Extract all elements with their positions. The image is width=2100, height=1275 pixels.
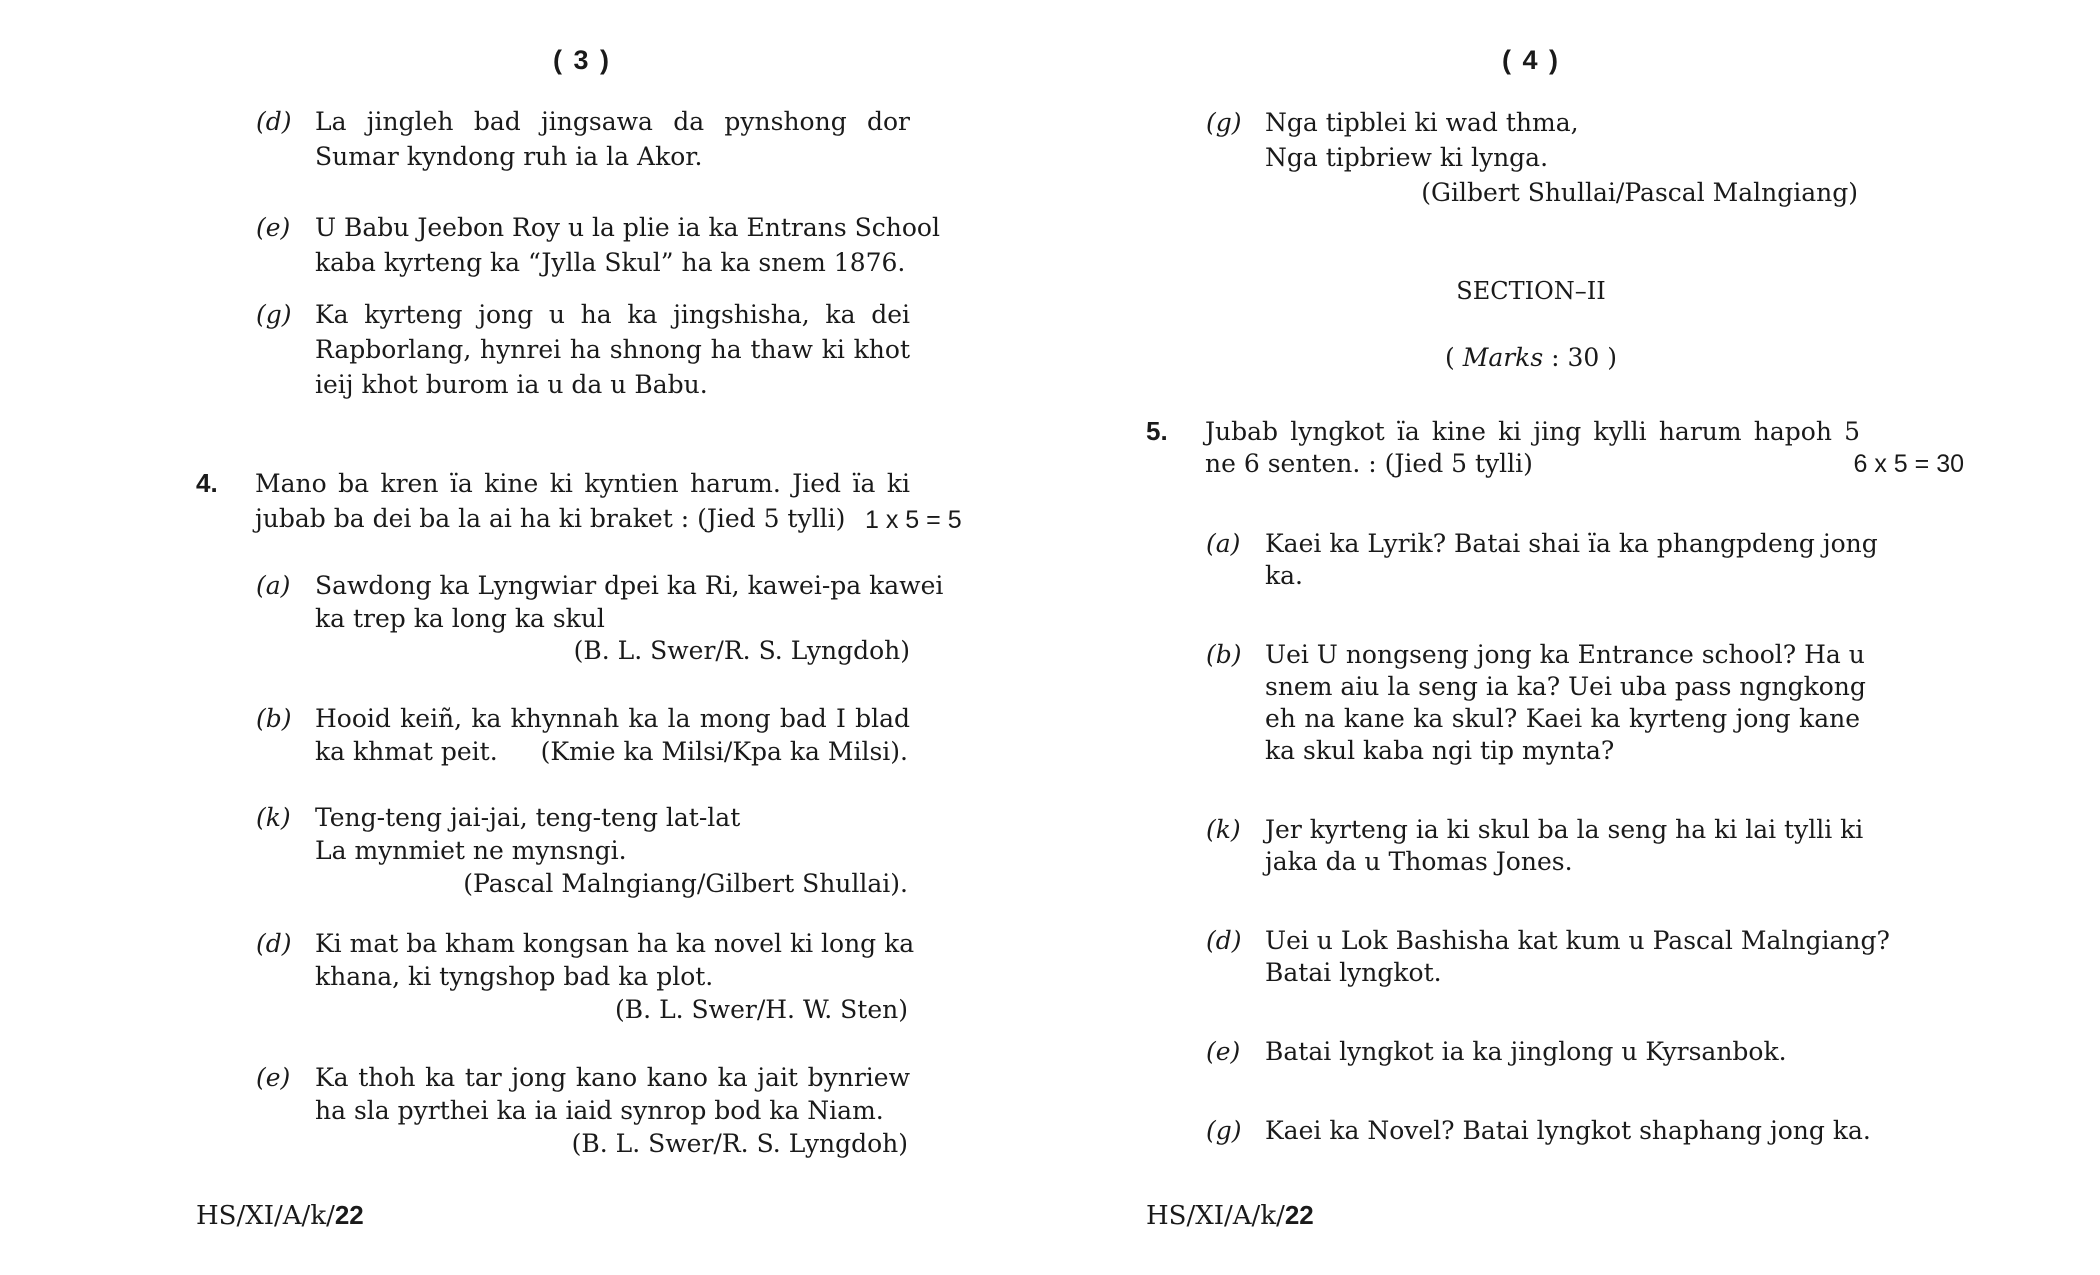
item-text: ka. [1265,561,1304,590]
item-text: Teng-teng jai-jai, teng-teng lat-lat [315,803,741,832]
paper-code-prefix: HS/XI/A/k/ [1146,1201,1285,1231]
section-title: SECTION–II [1456,277,1606,305]
item-label: (e) [256,1063,291,1092]
paper-code-year: 22 [334,1200,364,1230]
item-text: La jingleh bad jingsawa da pynshong dor [315,107,910,136]
page-right [1050,0,2100,1275]
item-source: (Gilbert Shullai/Pascal Malngiang) [1421,178,1858,207]
item-label: (k) [1206,815,1241,844]
item-source: (B. L. Swer/R. S. Lyngdoh) [573,636,910,665]
item-text: Batai lyngkot ia ka jinglong u Kyrsanbok. [1265,1037,1787,1066]
paper-code-prefix: HS/XI/A/k/ [196,1201,335,1231]
item-text: snem aiu la seng ia ka? Uei uba pass ngngkong [1265,672,1866,701]
item-text: Jer kyrteng ia ki skul ba la seng ha ki lai tylli ki [1265,815,1864,844]
item-text: Uei U nongseng jong ka Entrance school? Ha u [1265,640,1865,669]
item-label: (g) [1206,108,1242,137]
paper-code [196,1200,364,1231]
section-marks-word: Marks [1462,343,1544,372]
page-number: ( 3 ) [552,45,611,75]
item-label: (b) [256,704,292,733]
item-text: Batai lyngkot. [1265,958,1442,987]
section-marks-rest: : 30 ) [1543,343,1617,372]
item-source: (B. L. Swer/R. S. Lyngdoh) [571,1129,908,1158]
item-text: Rapborlang, hynrei ha shnong ha thaw ki khot [315,335,910,364]
marks-allocation: 1 x 5 = 5 [865,506,962,534]
item-text: Nga tipblei ki wad thma, [1265,108,1579,137]
item-text: Sumar kyndong ruh ia la Akor. [315,142,703,171]
item-text: Sawdong ka Lyngwiar dpei ka Ri, kawei-pa kawei [315,571,944,600]
item-text: khana, ki tyngshop bad ka plot. [315,962,714,991]
item-text: ieij khot burom ia u da u Babu. [315,370,708,399]
section-marks [1331,343,1731,372]
question-number: 5. [1146,416,1168,446]
item-text: Ki mat ba kham kongsan ha ka novel ki long ka [315,929,915,958]
item-label: (b) [1206,640,1242,669]
item-label: (d) [1206,926,1242,955]
marks-allocation: 6 x 5 = 30 [1853,450,1964,478]
item-text: jaka da u Thomas Jones. [1265,847,1573,876]
item-source: (Kmie ka Milsi/Kpa ka Milsi). [540,737,908,766]
question-text: Jubab lyngkot ïa kine ki jing kylli harum hapoh 5 [1205,417,1860,446]
item-text: Ka thoh ka tar jong kano kano ka jait bynriew [315,1063,910,1092]
item-text: Nga tipbriew ki lynga. [1265,143,1549,172]
item-label: (d) [256,929,292,958]
item-text: ka trep ka long ka skul [315,604,605,633]
item-source: (Pascal Malngiang/Gilbert Shullai). [463,869,908,898]
item-label: (g) [1206,1116,1242,1145]
paper-code-year: 22 [1284,1200,1314,1230]
item-text: Kaei ka Novel? Batai lyngkot shaphang jong ka. [1265,1116,1871,1145]
question-text: Mano ba kren ïa kine ki kyntien harum. Jied ïa ki [255,469,910,498]
item-text: La mynmiet ne mynsngi. [315,836,627,865]
item-label: (k) [256,803,291,832]
paper-code [1146,1200,1314,1231]
item-text: ha sla pyrthei ka ia iaid synrop bod ka Niam. [315,1096,884,1125]
item-label: (e) [1206,1037,1241,1066]
item-text: Hooid keiñ, ka khynnah ka la mong bad I blad [315,704,910,733]
item-text: U Babu Jeebon Roy u la plie ia ka Entrans School [315,213,940,242]
item-label: (d) [256,107,292,136]
item-text: Uei u Lok Bashisha kat kum u Pascal Malngiang? [1265,926,1890,955]
question-text: jubab ba dei ba la ai ha ki braket : (Jied 5 tylli) [255,504,846,533]
item-text: eh na kane ka skul? Kaei ka kyrteng jong kane [1265,704,1860,733]
item-text: Kaei ka Lyrik? Batai shai ïa ka phangpdeng jong [1265,529,1878,558]
item-label: (g) [256,300,292,329]
item-label: (a) [1206,529,1241,558]
item-text: ka skul kaba ngi tip mynta? [1265,736,1615,765]
page-number: ( 4 ) [1501,45,1560,75]
item-text: kaba kyrteng ka “Jylla Skul” ha ka snem 1876. [315,248,906,277]
question-text: ne 6 senten. : (Jied 5 tylli) [1205,449,1533,478]
section-marks-open: ( [1445,343,1463,372]
item-label: (a) [256,571,291,600]
item-source: (B. L. Swer/H. W. Sten) [615,995,908,1024]
item-label: (e) [256,213,291,242]
question-number: 4. [196,468,218,498]
item-text: ka khmat peit. [315,737,498,766]
item-text: Ka kyrteng jong u ha ka jingshisha, ka dei [315,300,910,329]
